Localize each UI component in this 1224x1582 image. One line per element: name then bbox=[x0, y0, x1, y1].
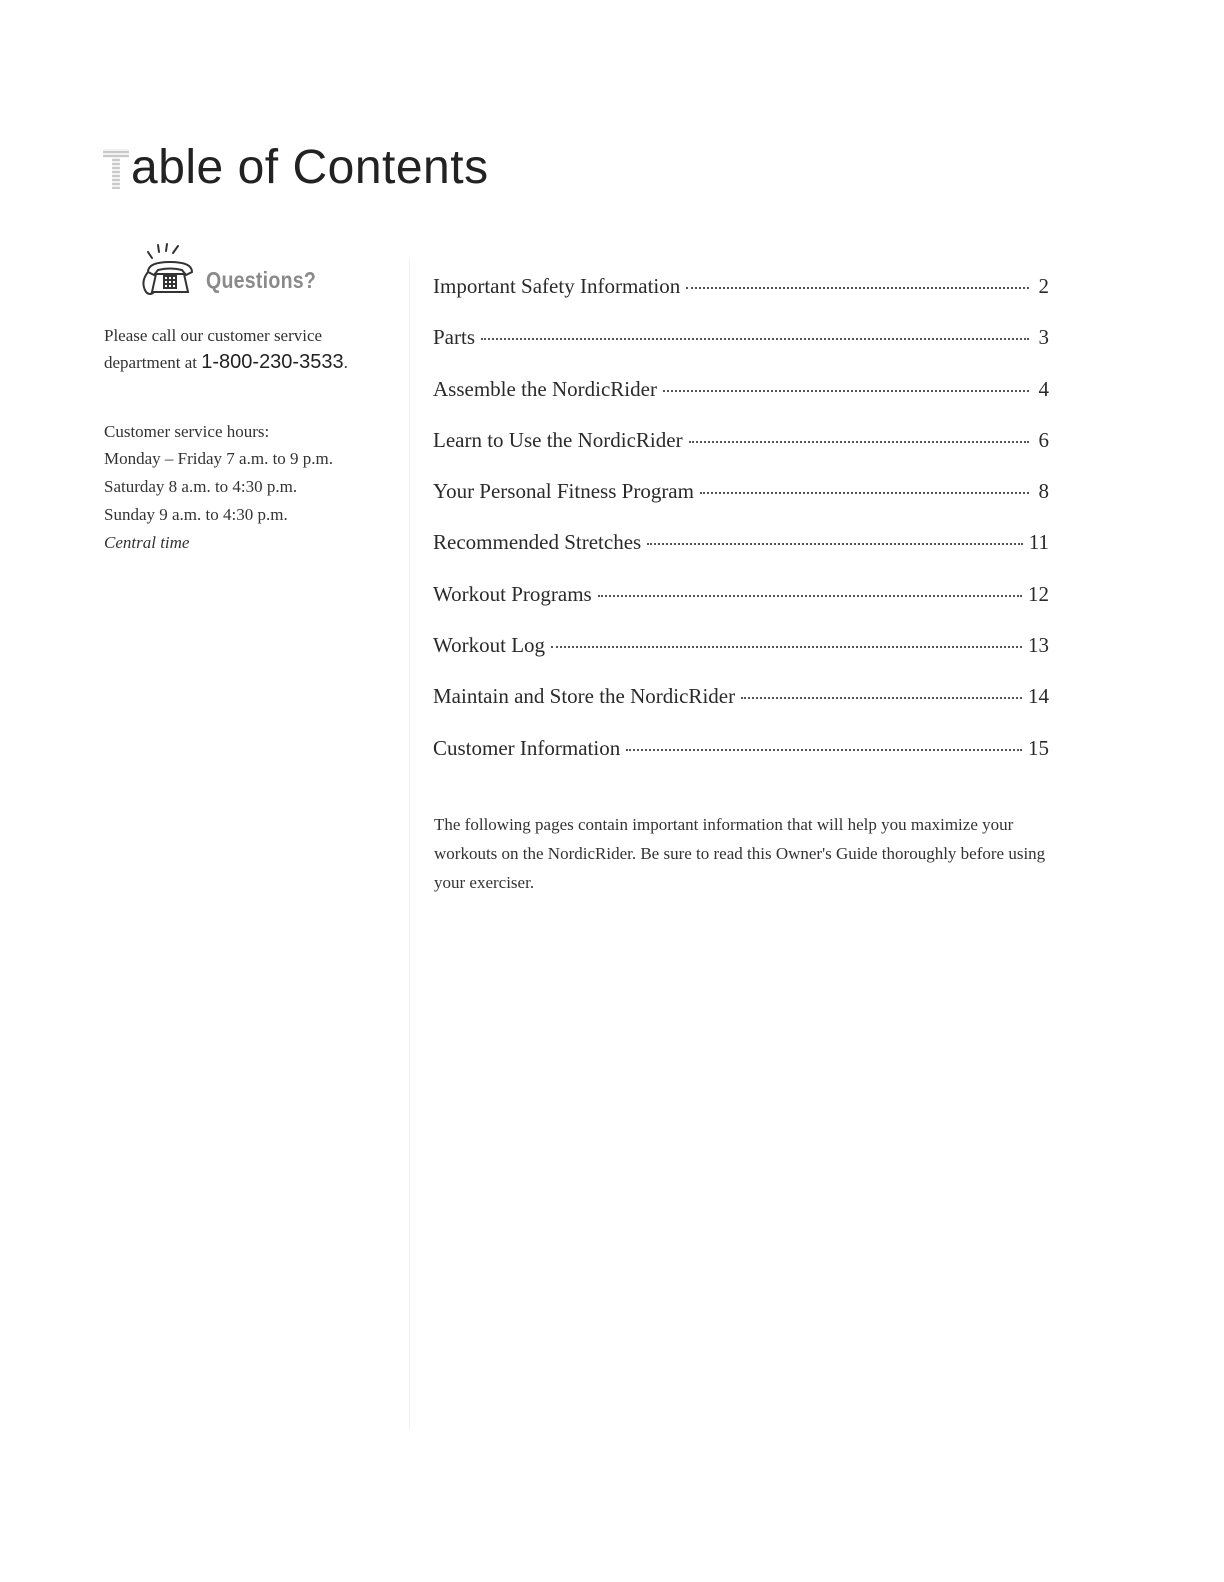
dot-leader bbox=[686, 287, 1029, 289]
dot-leader bbox=[689, 441, 1029, 443]
toc-entry-label: Customer Information bbox=[433, 735, 621, 760]
dot-leader bbox=[700, 492, 1029, 494]
toc-entry-safety[interactable] bbox=[433, 274, 1049, 325]
phone-number: 1-800-230-3533 bbox=[201, 351, 344, 373]
toc-entry-workout-log[interactable] bbox=[433, 633, 1049, 684]
toc-entry-workout-programs[interactable] bbox=[433, 582, 1049, 633]
questions-sidebar bbox=[104, 244, 394, 557]
page-title bbox=[103, 140, 489, 195]
toc-entry-page: 14 bbox=[1028, 684, 1049, 709]
column-divider bbox=[409, 260, 410, 1430]
dot-leader bbox=[551, 646, 1022, 648]
hours-heading: Customer service hours: bbox=[104, 422, 270, 441]
dot-leader bbox=[598, 595, 1022, 597]
toc-entry-page: 11 bbox=[1028, 530, 1049, 555]
toc-entry-maintain[interactable] bbox=[433, 684, 1049, 735]
timezone-note: Central time bbox=[104, 533, 190, 552]
toc-entry-label: Parts bbox=[433, 325, 475, 350]
toc-entry-label: Learn to Use the NordicRider bbox=[433, 427, 683, 452]
toc-entry-page: 15 bbox=[1028, 735, 1049, 760]
dot-leader bbox=[741, 697, 1022, 699]
toc-entry-fitness-program[interactable] bbox=[433, 479, 1049, 530]
toc-entry-stretches[interactable] bbox=[433, 530, 1049, 581]
toc-entry-parts[interactable] bbox=[433, 325, 1049, 376]
toc-entry-page: 8 bbox=[1038, 479, 1049, 504]
title-initial-graphic bbox=[103, 149, 129, 189]
toc-entry-learn[interactable] bbox=[433, 428, 1049, 479]
dot-leader bbox=[663, 390, 1029, 392]
toc-entry-label: Workout Log bbox=[433, 633, 546, 658]
toc-entry-label: Maintain and Store the NordicRider bbox=[433, 684, 736, 709]
telephone-ringing-icon bbox=[138, 242, 202, 300]
toc-entry-page: 4 bbox=[1038, 376, 1049, 401]
hours-saturday: Saturday 8 a.m. to 4:30 p.m. bbox=[104, 477, 298, 496]
questions-header bbox=[138, 244, 394, 300]
dot-leader bbox=[647, 543, 1023, 545]
toc-entry-page: 6 bbox=[1038, 427, 1049, 452]
toc-entry-label: Recommended Stretches bbox=[433, 530, 642, 555]
contact-paragraph bbox=[104, 322, 394, 376]
toc-entry-page: 2 bbox=[1038, 274, 1049, 298]
toc-entry-page: 12 bbox=[1028, 581, 1049, 606]
toc-entry-page: 13 bbox=[1028, 633, 1049, 658]
toc-entry-customer-info[interactable] bbox=[433, 736, 1049, 787]
dot-leader bbox=[481, 338, 1029, 340]
toc-entry-assemble[interactable] bbox=[433, 377, 1049, 428]
intro-paragraph: The following pages contain important information that will help you maximize your workouts on the NordicRider. Be sure to read this Owner's Guide thoroughly before using your exerciser. bbox=[434, 815, 1046, 892]
questions-title: Questions? bbox=[206, 267, 317, 293]
hours-weekday: Monday – Friday 7 a.m. to 9 p.m. bbox=[104, 449, 334, 468]
toc-entry-label: Important Safety Information bbox=[433, 274, 681, 298]
title-text: able of Contents bbox=[131, 141, 489, 194]
contact-suffix: . bbox=[343, 353, 348, 372]
hours-sunday: Sunday 9 a.m. to 4:30 p.m. bbox=[104, 505, 288, 524]
toc-entry-page: 3 bbox=[1038, 325, 1049, 350]
dot-leader bbox=[626, 749, 1022, 751]
toc-entry-label: Workout Programs bbox=[433, 581, 592, 606]
table-of-contents bbox=[433, 274, 1049, 787]
toc-entry-label: Your Personal Fitness Program bbox=[433, 479, 694, 504]
toc-entry-label: Assemble the NordicRider bbox=[433, 376, 657, 401]
contact-prefix: Please call our customer service department at bbox=[104, 326, 323, 372]
